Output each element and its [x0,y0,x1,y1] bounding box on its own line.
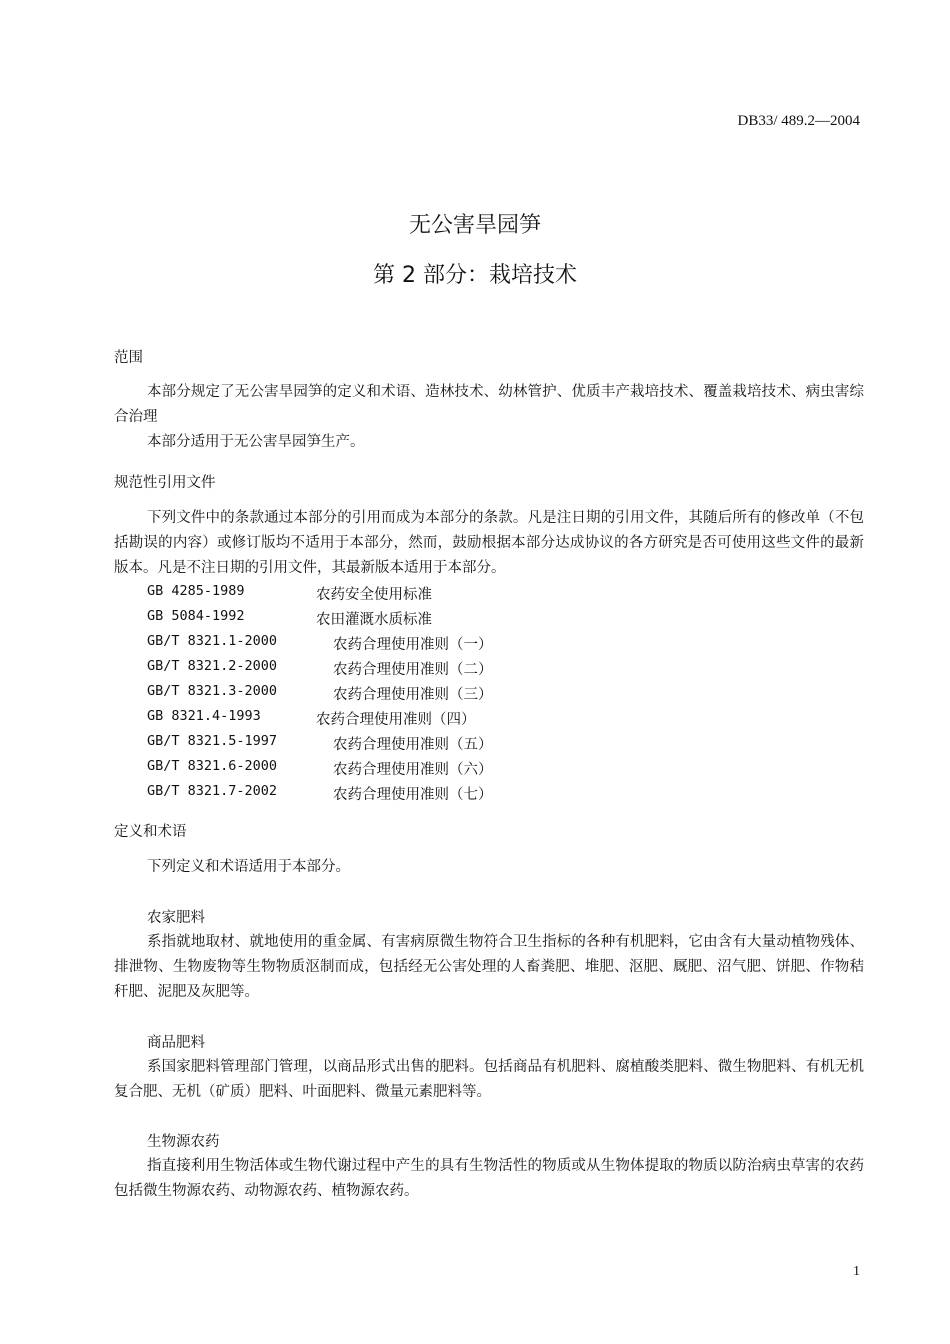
term-definition-text: 系指就地取材、就地使用的重金属、有害病原微生物符合卫生指标的各种有机肥料，它由含有大量动植物残体、排泄物、生物废物等生物物质沤制而成，包括经无公害处理的人畜粪肥、堆肥、沤肥、厩肥、沼气肥、饼肥、作物秸秆肥、泥肥及灰肥等。 [114,934,864,1000]
term-definition-text: 指直接利用生物活体或生物代谢过程中产生的具有生物活性的物质或从生物体提取的物质以防治病虫草害的农药包括微生物源农药、动物源农药、植物源农药。 [114,1158,864,1199]
scope-paragraph [114,380,864,455]
reference-code: GB/T 8321.2-2000 [147,658,278,674]
reference-code: GB 8321.4-1993 [147,708,261,724]
reference-code: GB 4285-1989 [147,583,245,599]
term-heading: 生物源农药 [147,1134,220,1150]
term-heading: 商品肥料 [147,1035,205,1051]
section-heading-scope: 范围 [114,350,143,366]
definitions-intro-text: 下列定义和术语适用于本部分。 [147,859,350,875]
document-title: 无公害旱园笋 [408,213,541,238]
reference-code: GB/T 8321.5-1997 [147,733,278,749]
document-code: DB33/ 489.2—2004 [737,113,860,129]
reference-code: GB/T 8321.7-2002 [147,783,278,799]
term-heading: 农家肥料 [147,910,205,926]
scope-text-1: 本部分规定了无公害旱园笋的定义和术语、造林技术、幼林管护、优质丰产栽培技术、覆盖栽培技术、病虫害综合治理 [114,384,864,425]
reference-title: 农药安全使用标准 [316,587,432,603]
reference-title: 农药合理使用准则（二） [333,662,493,678]
reference-title: 农药合理使用准则（三） [333,687,493,703]
section-heading-normative: 规范性引用文件 [114,475,216,491]
normative-paragraph [114,506,864,581]
term-definition-text: 系国家肥料管理部门管理，以商品形式出售的肥料。包括商品有机肥料、腐植酸类肥料、微生物肥料、有机无机复合肥、无机（矿质）肥料、叶面肥料、微量元素肥料等。 [114,1059,864,1100]
reference-code: GB 5084-1992 [147,608,245,624]
term-definition [114,930,864,1005]
section-heading-definitions: 定义和术语 [114,824,187,840]
reference-title: 农药合理使用准则（一） [333,637,493,653]
reference-title: 农药合理使用准则（五） [333,737,493,753]
document-subtitle: 第 2 部分：栽培技术 [373,263,577,288]
reference-title: 农药合理使用准则（六） [333,762,493,778]
term-definition [114,1154,864,1204]
reference-title: 农药合理使用准则（四） [316,712,476,728]
term-definition [114,1055,864,1105]
reference-title: 农田灌溉水质标准 [316,612,432,628]
reference-code: GB/T 8321.1-2000 [147,633,278,649]
scope-text-2: 本部分适用于无公害旱园笋生产。 [147,434,365,450]
reference-title: 农药合理使用准则（七） [333,787,493,803]
normative-text: 下列文件中的条款通过本部分的引用而成为本部分的条款。凡是注日期的引用文件，其随后所有的修改单（不包括勘误的内容）或修订版均不适用于本部分，然而，鼓励根据本部分达成协议的各方研究是否可使用这些文件的最新版本。凡是不注日期的引用文件，其最新版本适用于本部分。 [114,510,864,576]
reference-code: GB/T 8321.6-2000 [147,758,278,774]
definitions-intro [114,855,864,880]
page-number: 1 [853,1264,860,1279]
reference-code: GB/T 8321.3-2000 [147,683,278,699]
